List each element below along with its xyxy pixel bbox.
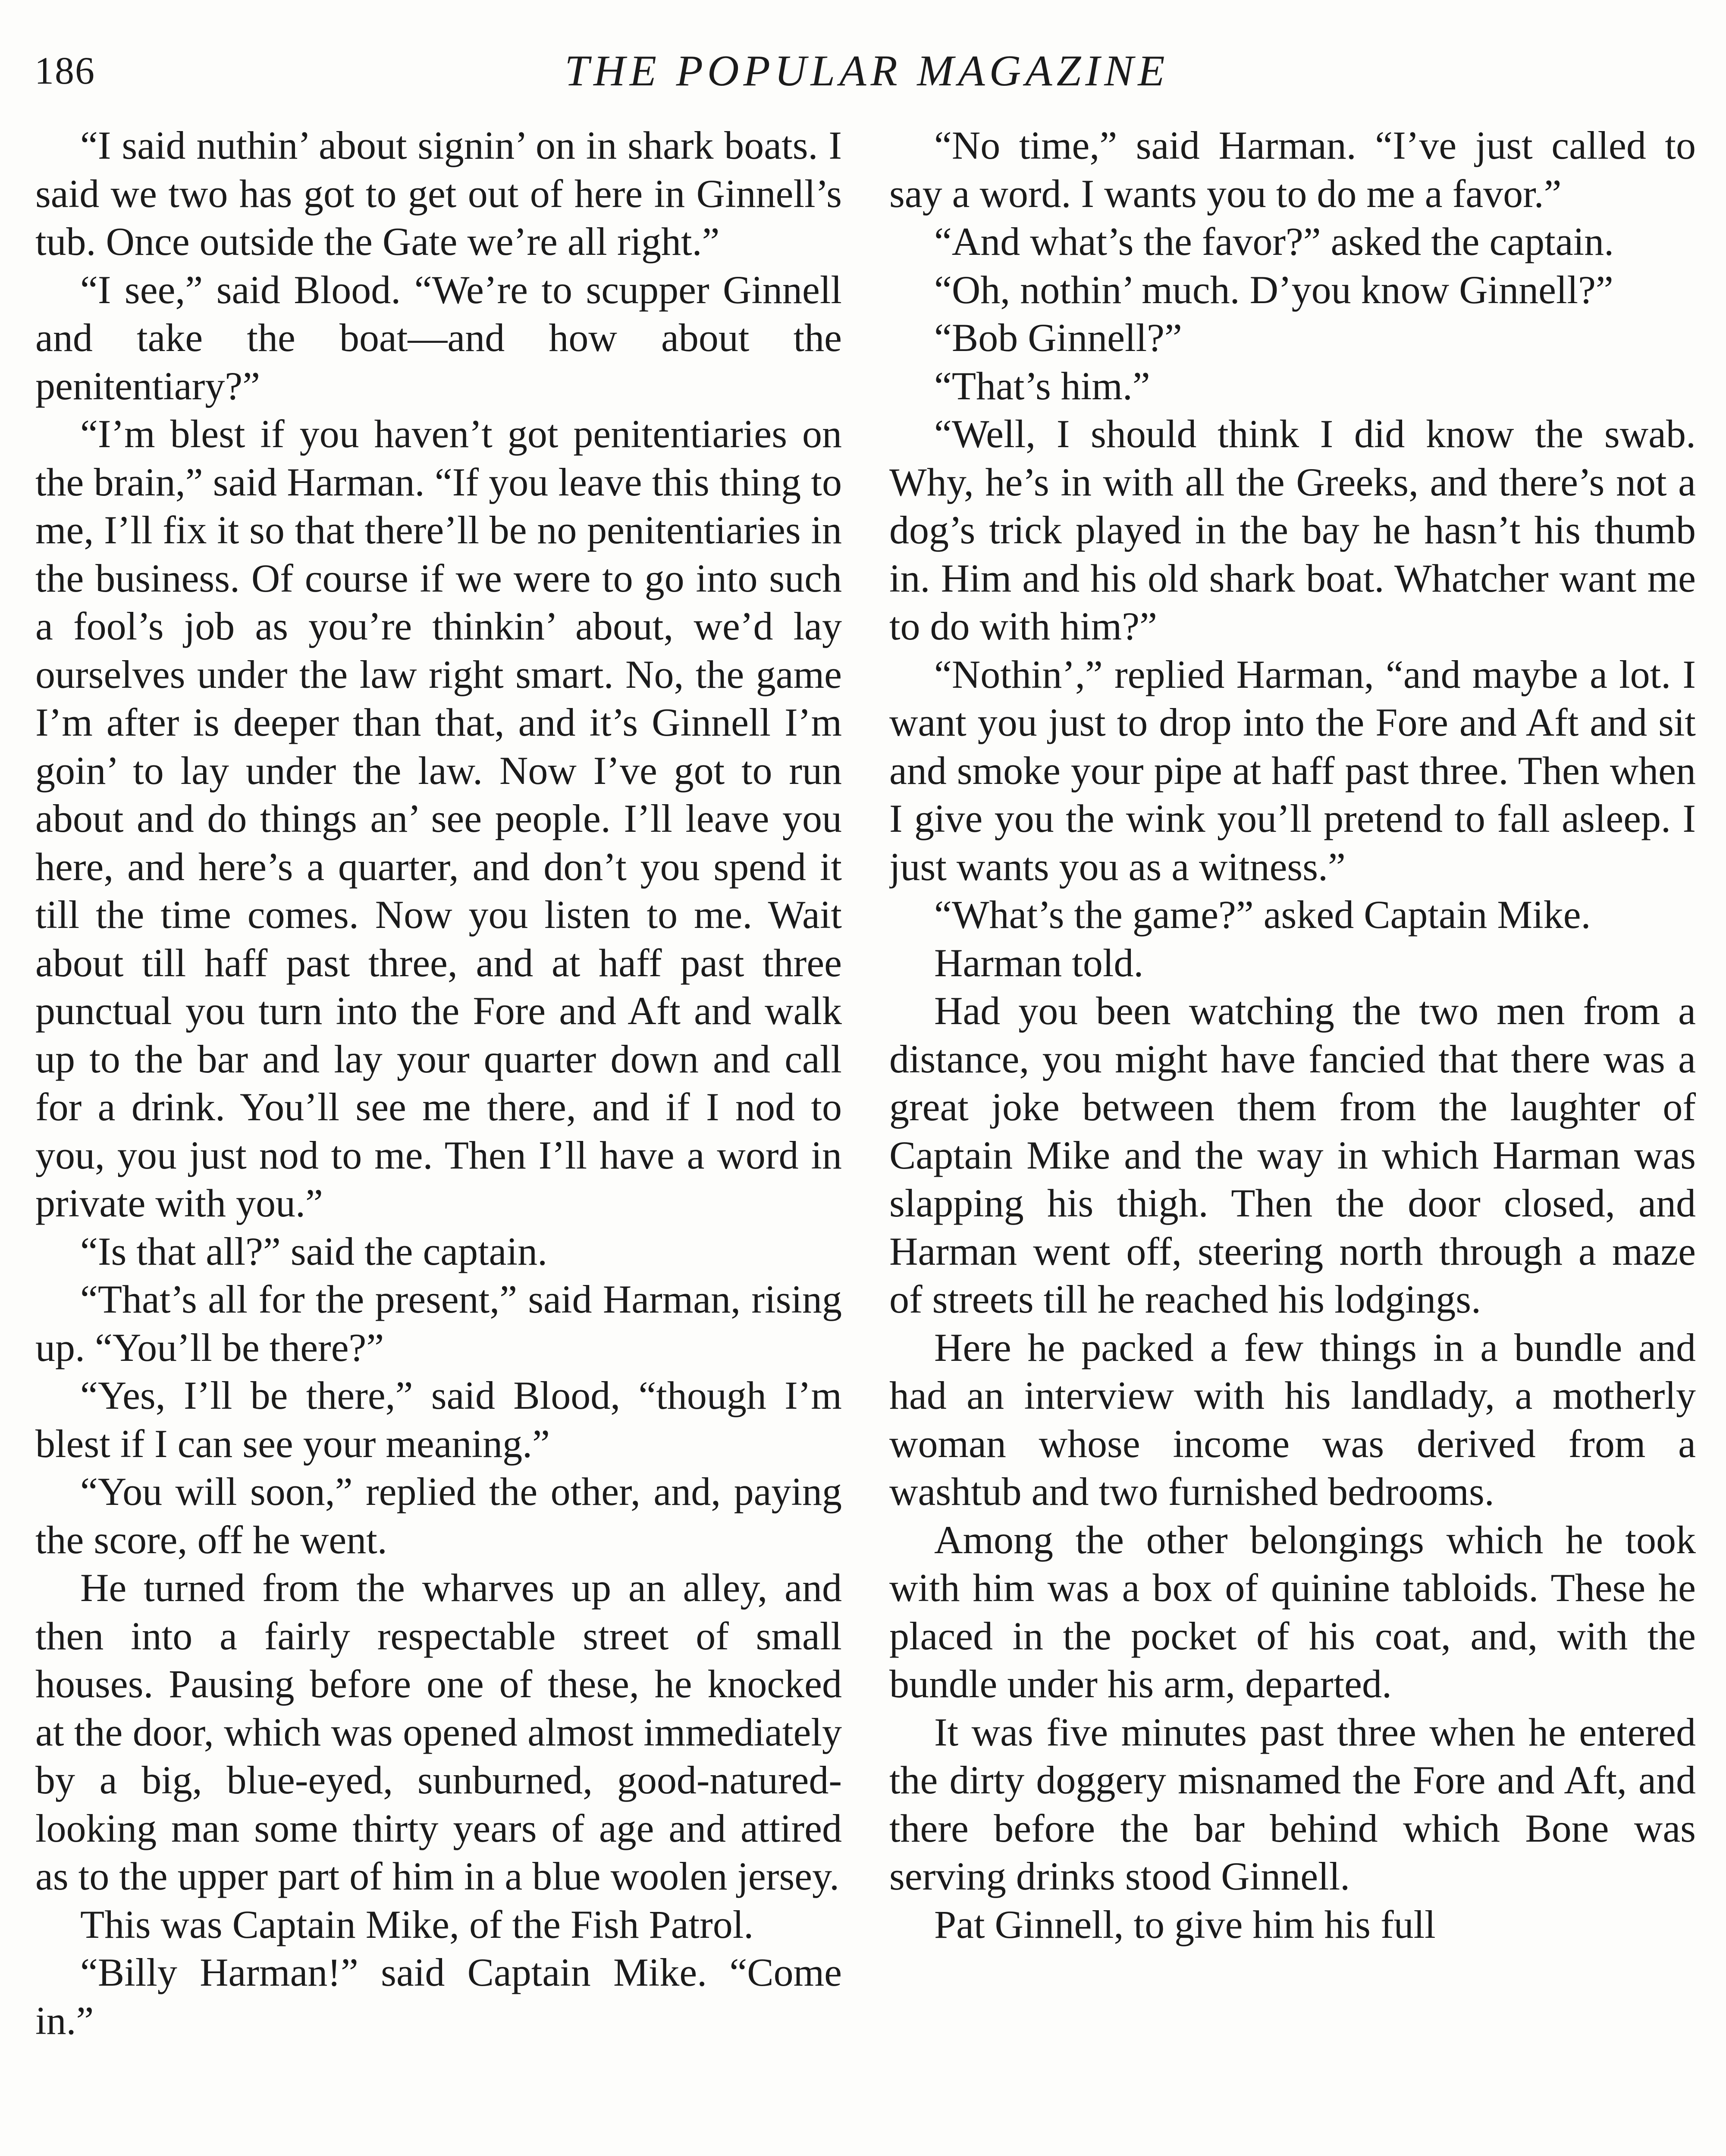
paragraph: Among the other belongings which he took with him was a box of quinine tabloids. These he placed in the pocket of his coat, and, with the bundle under his arm, departed. bbox=[889, 1517, 1696, 1706]
paragraph: “And what’s the favor?” asked the captain. bbox=[934, 219, 1614, 263]
right-column bbox=[889, 122, 1696, 2156]
paragraph: Here he packed a few things in a bundle and had an interview with his landlady, a motherly woman whose income was derived from a washtub and two furnished bedrooms. bbox=[889, 1325, 1696, 1514]
paragraph: “That’s all for the present,” said Harman, rising up. “You’ll be there?” bbox=[35, 1277, 842, 1369]
left-column bbox=[35, 122, 842, 2156]
paragraph: “I’m blest if you haven’t got penitentiaries on the brain,” said Harman. “If you leave this thing to me, I’ll fix it so that there’ll be no penitentiaries in the business. Of course if we were to go into such a fool’s job as you’re thinkin’ about, we’d lay ourselves under the law right smart. No, the game I’m after is deeper than that, and it’s Ginnell I’m goin’ to lay under the law. Now I’ve got to run about and do things an’ see people. I’ll leave you here, and here’s a quarter, and don’t you spend it till the time comes. Now you listen to me. Wait about till haff past three, and at haff past three punctual you turn into the Fore and Aft and walk up to the bar and lay your quarter down and call for a drink. You’ll see me there, and if I nod to you, you just nod to me. Then I’ll have a word in private with you.” bbox=[35, 412, 842, 1225]
paragraph: It was five minutes past three when he entered the dirty doggery misnamed the Fore and Aft, and there before the bar behind which Bone was serving drinks stood Ginnell. bbox=[889, 1710, 1696, 1898]
paragraph: “Yes, I’ll be there,” said Blood, “though I’m blest if I can see your meaning.” bbox=[35, 1373, 842, 1466]
paragraph: Pat Ginnell, to give him his full bbox=[934, 1902, 1436, 1946]
running-title: THE POPULAR MAGAZINE bbox=[565, 47, 1169, 95]
paragraph: “Bob Ginnell?” bbox=[934, 316, 1182, 360]
paragraph: Had you been watching the two men from a distance, you might have fancied that there was a great joke between them from the laughter of Captain Mike and the way in which Harman was slapping his thigh. Then the door closed, and Harman went off, steering north through a maze of streets till he reached his lodgings. bbox=[889, 989, 1696, 1321]
page-number: 186 bbox=[35, 50, 95, 92]
paragraph: “No time,” said Harman. “I’ve just called to say a word. I wants you to do me a favor.” bbox=[889, 123, 1696, 216]
paragraph: “What’s the game?” asked Captain Mike. bbox=[934, 893, 1591, 937]
paragraph: “Well, I should think I did know the swab. Why, he’s in with all the Greeks, and there’s not a dog’s trick played in the bay he hasn’t his thumb in. Him and his old shark boat. Whatcher want me to do with him?” bbox=[889, 412, 1696, 648]
paragraph: He turned from the wharves up an alley, and then into a fairly respectable street of small houses. Pausing before one of these, he knocked at the door, which was opened almost immediately by a big, blue-eyed, sunburned, good-natured-looking man some thirty years of age and attired as to the upper part of him in a blue woolen jersey. bbox=[35, 1566, 842, 1898]
page-header bbox=[35, 39, 1699, 103]
paragraph: “I see,” said Blood. “We’re to scupper Ginnell and take the boat—and how about the penitentiary?” bbox=[35, 267, 842, 408]
paragraph: “Oh, nothin’ much. D’you know Ginnell?” bbox=[934, 267, 1613, 312]
paragraph: Harman told. bbox=[934, 940, 1144, 985]
paragraph: “You will soon,” replied the other, and, paying the score, off he went. bbox=[35, 1470, 842, 1562]
paragraph: “Is that all?” said the captain. bbox=[80, 1229, 548, 1273]
paragraph: “Billy Harman!” said Captain Mike. “Come in.” bbox=[35, 1950, 842, 2043]
paragraph: “That’s him.” bbox=[934, 364, 1150, 408]
paragraph: This was Captain Mike, of the Fish Patrol. bbox=[80, 1902, 754, 1946]
paragraph: “I said nuthin’ about signin’ on in shark boats. I said we two has got to get out of here in Ginnell’s tub. Once outside the Gate we’re all right.” bbox=[35, 123, 842, 263]
paragraph: “Nothin’,” replied Harman, “and maybe a lot. I want you just to drop into the Fore and Aft and sit and smoke your pipe at haff past three. Then when I give you the wink you’ll pretend to fall asleep. I just wants you as a witness.” bbox=[889, 652, 1696, 889]
